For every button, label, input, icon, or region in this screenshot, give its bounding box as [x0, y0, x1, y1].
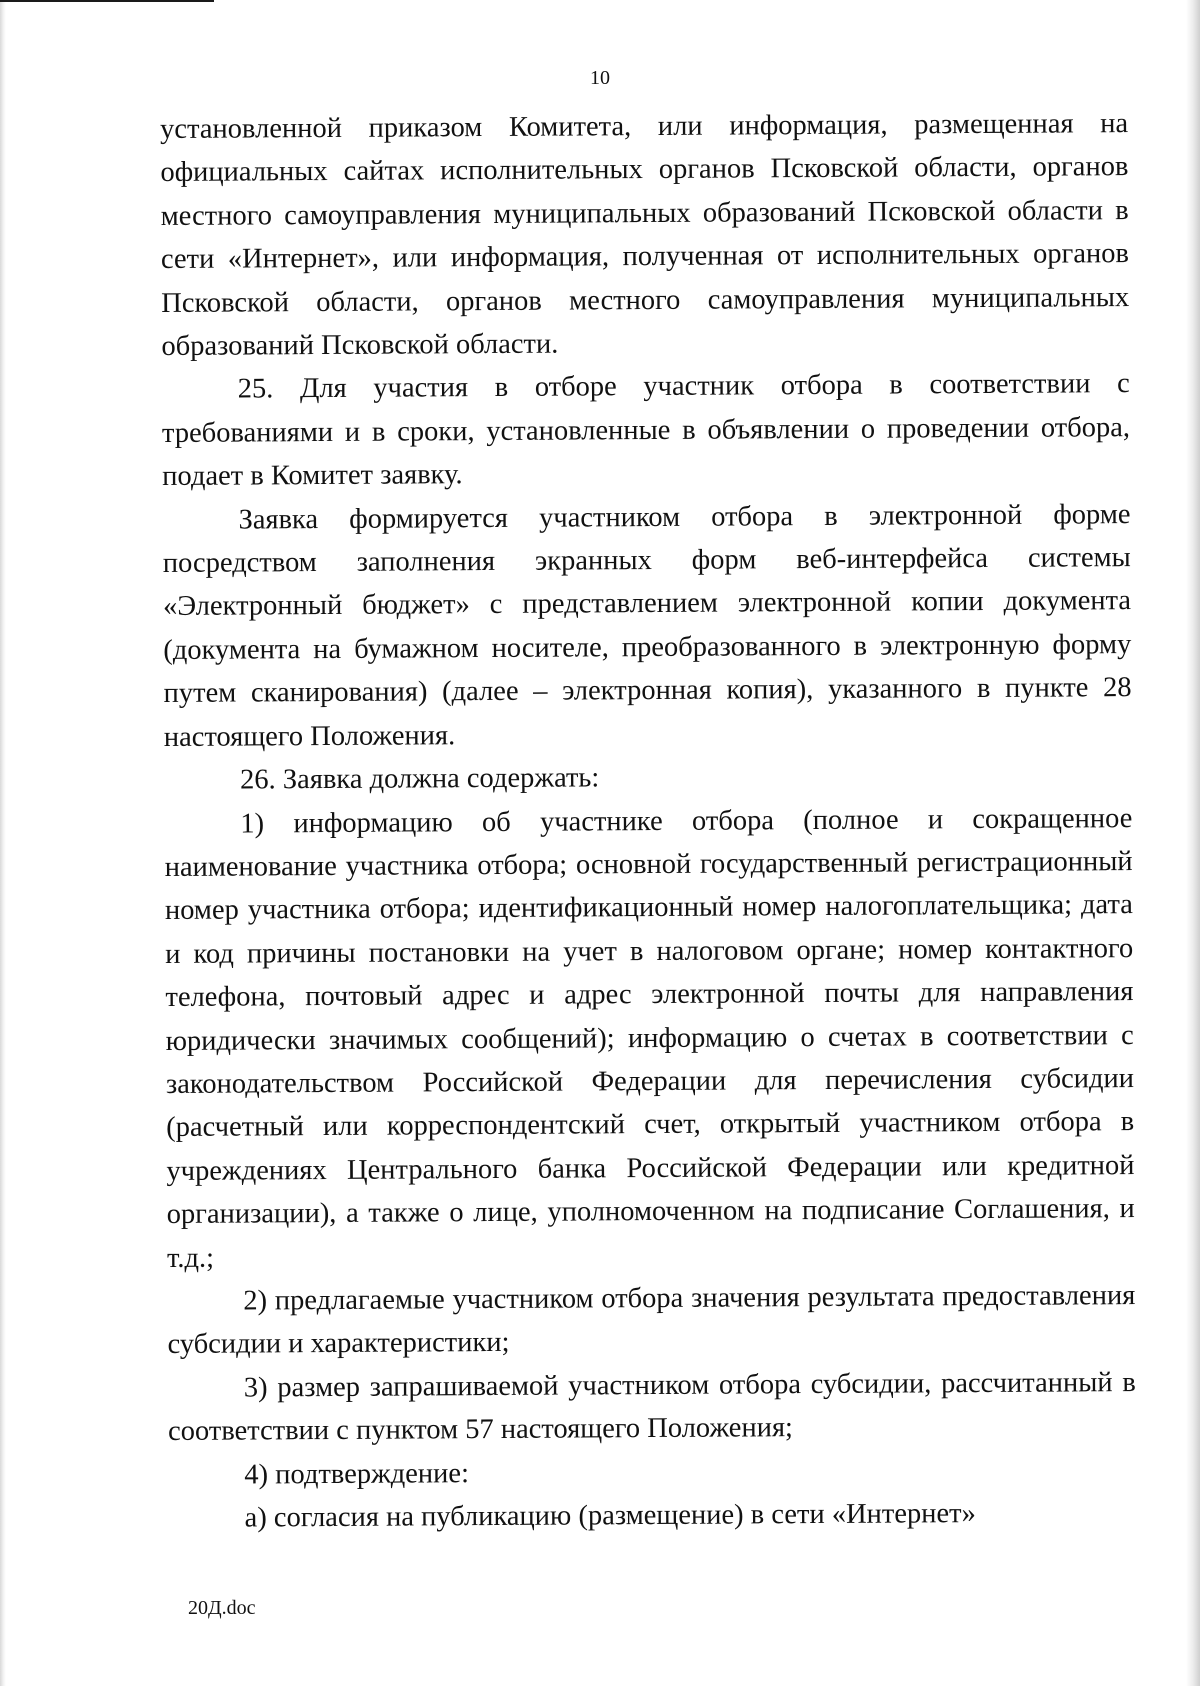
list-item-1: 1) информацию об участнике отбора (полное и сокращенное наименование участника отбора; основной государственный регистрационный номер участника отбора; идентификационный номер налогоплательщика; дата и код причины постановки на учет в налоговом органе; номер контактного телефона, почтовый адрес и адрес электронной почты для направления юридически значимых сообщений); информацию о счетах в соответствии с законодательством Российской Федерации для перечисления субсидии (расчетный или корреспондентский счет, открытый участником отбора в учреждениях Центрального банка Российской Федерации или кредитной организации), а также о лице, уполномоченном на подписание Соглашения, и т.д.;: [164, 802, 1135, 1274]
list-subitem-a: а) согласия на публикацию (размещение) в сети «Интернет»: [244, 1498, 976, 1534]
document-body: [160, 102, 1137, 1540]
scan-edge-right: [1186, 0, 1200, 1686]
scan-edge-left: [0, 0, 6, 1686]
page-number: 10: [590, 67, 610, 89]
list-item-3: 3) размер запрашиваемой участником отбора субсидии, рассчитанный в соответствии с пунктом 57 настоящего Положения;: [167, 1366, 1136, 1448]
paragraph-continuation: установленной приказом Комитета, или информация, размещенная на официальных сайтах исполнительных органов Псковской области, органов местного самоуправления муниципальных образований Псковской области в сети «Интернет», или информация, полученная от исполнительных органов Псковской области, органов местного самоуправления муниципальных образований Псковской области.: [160, 108, 1130, 363]
top-rule-line: [0, 0, 214, 2]
paragraph-item-25: 25. Для участия в отборе участник отбора в соответствии с требованиями и в сроки, установленные в объявлении о проведении отбора, подает в Комитет заявку.: [161, 368, 1131, 493]
file-name-footer: 20Д.doc: [188, 1597, 256, 1619]
list-item-4: 4) подтверждение:: [244, 1457, 470, 1491]
paragraph-application-form: Заявка формируется участником отбора в электронной форме посредством заполнения экранных форм веб-интерфейса системы «Электронный бюджет» с представлением электронной копии документа (документа на бумажном носителе, преобразованного в электронную форму путем сканирования) (далее – электронная копия), указанного в пункте 28 настоящего Положения.: [162, 498, 1132, 753]
paragraph-item-26: 26. Заявка должна содержать:: [240, 762, 600, 796]
list-item-2: 2) предлагаемые участником отбора значения результата предоставления субсидии и характеристики;: [167, 1280, 1136, 1361]
